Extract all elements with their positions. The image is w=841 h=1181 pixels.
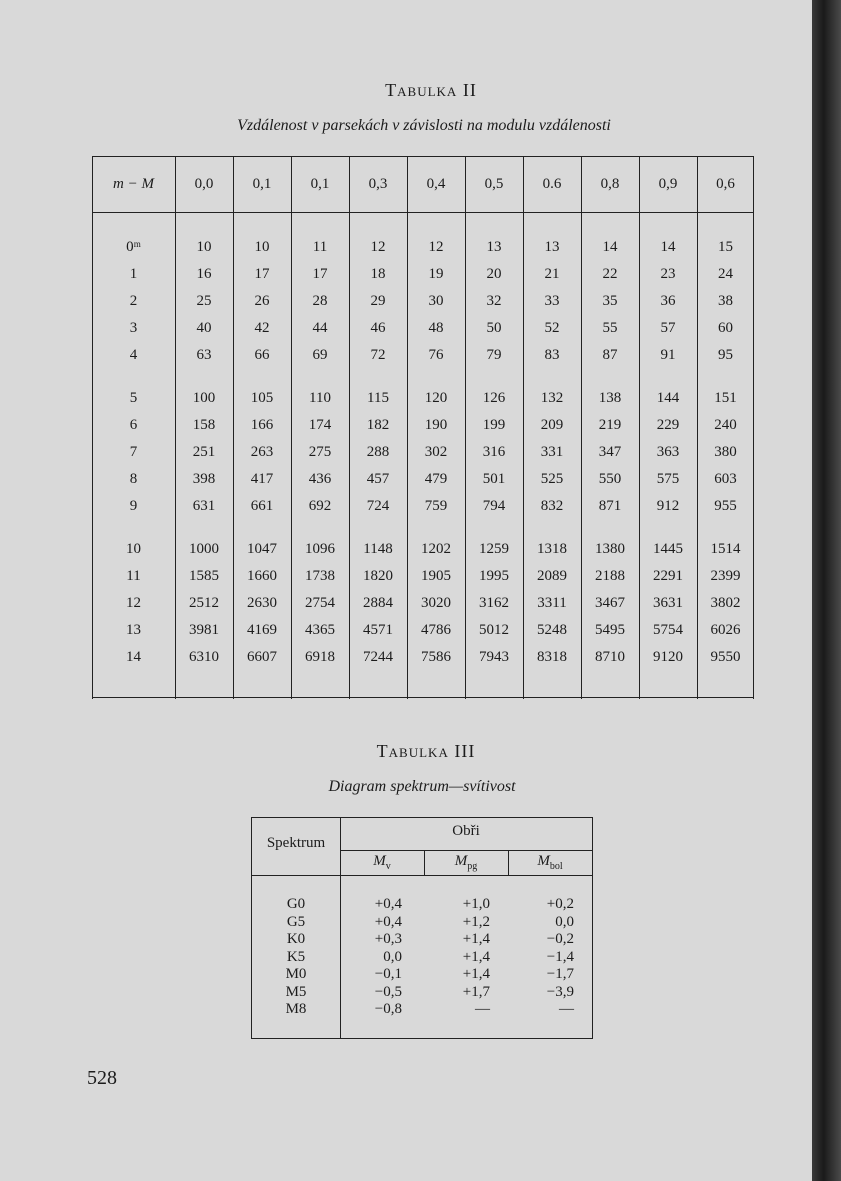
table2-cell: 525 xyxy=(540,471,564,487)
table2-cell: 1514 xyxy=(710,541,741,557)
table2-header-cell: 0,4 xyxy=(426,175,446,192)
table2-cell: 347 xyxy=(598,444,622,460)
table2-cell: 4169 xyxy=(247,622,277,638)
table2-cell: 8 xyxy=(129,471,138,487)
table2-cell: 240 xyxy=(714,417,737,433)
table3-title: Tabulka III xyxy=(376,741,476,761)
table3-cell-mpg: +1,2 xyxy=(462,913,490,930)
table2-cell: 1148 xyxy=(363,541,393,557)
table2-grid xyxy=(92,156,754,671)
table2-cell: 6310 xyxy=(189,649,219,665)
table2-cell: 144 xyxy=(656,390,680,406)
table2-row xyxy=(92,563,754,590)
table2-cell: 10 xyxy=(254,239,270,255)
table2-bottom-rule xyxy=(92,697,754,698)
table2-cell: 30 xyxy=(428,293,444,309)
table2-cell: 692 xyxy=(308,498,332,514)
table2-cell: 12 xyxy=(126,595,141,611)
table2-header-cell: 0,9 xyxy=(658,175,678,192)
table2-cell: 14 xyxy=(602,239,618,255)
table2-cell: 50 xyxy=(486,320,502,336)
table2-cell: 550 xyxy=(598,471,622,487)
table3-cell-mpg: +1,7 xyxy=(462,983,490,1000)
table2-cell: 2 xyxy=(129,293,138,309)
table2-cell: 52 xyxy=(544,320,560,336)
table2-cell: 398 xyxy=(192,471,216,487)
table2-cell: 9550 xyxy=(710,649,741,665)
table2-header-cell: 0,5 xyxy=(484,175,504,192)
table2-cell: 110 xyxy=(309,390,331,406)
table2-cell: 38 xyxy=(718,293,733,309)
table2-cell: 18 xyxy=(370,266,386,282)
table2-cell: 4 xyxy=(129,347,138,363)
table3-cell-mbol: 0,0 xyxy=(555,913,574,930)
table2-cell: 5 xyxy=(129,390,138,406)
table2-cell: 4365 xyxy=(305,622,335,638)
table2-header-cell: 0,3 xyxy=(368,175,388,192)
table2-cell: 3802 xyxy=(710,595,741,611)
table2-cell: 138 xyxy=(598,390,622,406)
table2-cell: 17 xyxy=(312,266,328,282)
table2-cell: 1380 xyxy=(595,541,625,557)
table3-header-rule xyxy=(252,875,592,876)
table3-cell-sp: K5 xyxy=(286,948,306,965)
table3-cell-sp: G5 xyxy=(286,913,306,930)
table2-cell: 166 xyxy=(250,417,274,433)
table2-cell: 380 xyxy=(714,444,737,460)
table2-cell: 9120 xyxy=(653,649,683,665)
table2-cell: 6 xyxy=(129,417,138,433)
table3-cell-mpg: — xyxy=(475,1001,490,1017)
table3-col-mbol: $M_{bol}$ xyxy=(537,853,563,872)
table2-cell: 2291 xyxy=(653,568,683,584)
table3-cell-sp: M5 xyxy=(285,983,307,1000)
table2-cell: 661 xyxy=(250,498,274,514)
table2-cell: 3981 xyxy=(189,622,219,638)
table3-row xyxy=(252,896,592,913)
table3-cell-mv: +0,4 xyxy=(374,913,402,930)
table2-subtitle: Vzdálenost v parsekách v závislosti na modulu vzdálenosti xyxy=(237,117,611,134)
table2-cell: 48 xyxy=(428,320,444,336)
table2-cell: 83 xyxy=(544,347,560,363)
table2-header-cell: 0,6 xyxy=(716,175,735,192)
table3-col-spectrum: Spektrum xyxy=(266,835,326,851)
table2-cell: 120 xyxy=(424,390,448,406)
table3 xyxy=(251,817,593,1039)
table2-cell: 457 xyxy=(366,471,390,487)
table2-cell: 1585 xyxy=(189,568,219,584)
table3-cell-sp: M0 xyxy=(285,966,307,982)
table2-cell: 2754 xyxy=(305,595,335,611)
table2-header-cell: 0.6 xyxy=(542,175,562,192)
table2-cell: 29 xyxy=(370,293,386,309)
table2-cell: 12 xyxy=(370,239,386,255)
table2-cell: 4786 xyxy=(421,622,451,638)
table3-cell-mv: −0,8 xyxy=(374,1001,402,1017)
table3-row xyxy=(252,966,592,983)
table2-cell: 190 xyxy=(424,417,448,433)
table2-cell: 5248 xyxy=(537,622,567,638)
table2-cell: 3467 xyxy=(595,595,625,611)
table2-cell: 76 xyxy=(428,347,444,363)
table2-cell: 25 xyxy=(196,293,212,309)
table3-row xyxy=(252,1001,592,1018)
table3-cell-mv: +0,4 xyxy=(374,896,402,912)
table3-cell-mv: −0,5 xyxy=(374,983,402,1000)
table2-row xyxy=(92,342,754,369)
table2-cell: 1259 xyxy=(479,541,509,557)
table2-header-row xyxy=(92,156,754,212)
table3-cell-mv: 0,0 xyxy=(383,948,402,965)
table2-cell: 209 xyxy=(540,417,564,433)
table2-title: Tabulka II xyxy=(385,80,477,100)
table2-cell: 16 xyxy=(196,266,212,282)
table2-cell: 1000 xyxy=(189,541,219,557)
table2-cell: 263 xyxy=(250,444,274,460)
table2-cell: 23 xyxy=(660,266,676,282)
page-number: 528 xyxy=(87,1067,117,1089)
table2-cell: 21 xyxy=(544,266,560,282)
table2-cell: 26 xyxy=(254,293,270,309)
table2-cell: 7244 xyxy=(363,649,393,665)
table2-cell: 95 xyxy=(718,347,733,363)
table2-cell: 794 xyxy=(482,498,506,514)
table2-cell: 182 xyxy=(366,417,390,433)
table2-cell: 1820 xyxy=(363,568,393,584)
table2-cell: 174 xyxy=(308,417,332,433)
table2-cell: 1318 xyxy=(537,541,567,557)
table2-cell: 13 xyxy=(486,239,502,255)
table2-cell: 1096 xyxy=(305,541,335,557)
table3-group-rule xyxy=(340,850,592,851)
table2-cell: 1905 xyxy=(421,568,451,584)
table2-cell: 912 xyxy=(656,498,680,514)
table3-row xyxy=(252,931,592,948)
table2-cell: 6607 xyxy=(247,649,277,665)
table2-cell: 363 xyxy=(656,444,680,460)
table2-row xyxy=(92,439,754,466)
table2-row xyxy=(92,493,754,520)
table3-cell-mbol: — xyxy=(559,1001,574,1017)
table3-col-giants: Obři xyxy=(452,823,480,839)
table2-cell: 2188 xyxy=(595,568,625,584)
table2-cell: 10 xyxy=(196,239,212,255)
table2-header-cell: 0,1 xyxy=(310,175,330,192)
table2-cell: 3020 xyxy=(421,595,451,611)
table2-cell: 42 xyxy=(254,320,270,336)
table2-cell: 11 xyxy=(312,239,328,255)
table2-cell: 955 xyxy=(714,498,737,514)
table2-row xyxy=(92,466,754,493)
table2-cell: 3162 xyxy=(479,595,509,611)
table2-cell: 4571 xyxy=(363,622,393,638)
table2-cell: 417 xyxy=(250,471,274,487)
book-spine xyxy=(812,0,841,1181)
table2-cell: 9 xyxy=(129,498,138,514)
table2-cell: 46 xyxy=(370,320,386,336)
table2-cell: 219 xyxy=(598,417,622,433)
table2-cell: 479 xyxy=(424,471,448,487)
table2-cell: 3 xyxy=(129,320,138,336)
table2-cell: 1202 xyxy=(421,541,451,557)
table2-cell: 2089 xyxy=(537,568,567,584)
table2-cell: 17 xyxy=(254,266,270,282)
table2-cell: 1047 xyxy=(247,541,277,557)
table2-row xyxy=(92,644,754,671)
table3-col-mv: $M_v$ xyxy=(373,853,391,872)
table2-cell: 0ᵐ xyxy=(126,239,141,255)
table3-cell-mpg: +1,0 xyxy=(462,896,490,912)
table2-cell: 13 xyxy=(126,622,141,638)
table3-cell-mv: +0,3 xyxy=(374,931,402,947)
table2-cell: 3631 xyxy=(653,595,683,611)
table2-cell: 40 xyxy=(196,320,212,336)
table3-cell-mbol: −1,4 xyxy=(546,948,574,965)
table2-cell: 35 xyxy=(602,293,618,309)
table2-cell: 5012 xyxy=(479,622,509,638)
table2-cell: 28 xyxy=(312,293,328,309)
table2-row xyxy=(92,412,754,439)
table3-row xyxy=(252,984,592,1001)
table3-cell-mpg: +1,4 xyxy=(462,966,490,982)
table2-cell: 2512 xyxy=(189,595,219,611)
table2-cell: 22 xyxy=(602,266,618,282)
table2-body xyxy=(92,212,754,671)
table2-row xyxy=(92,590,754,617)
table3-cell-sp: G0 xyxy=(286,896,306,912)
table2-row xyxy=(92,212,754,261)
table2-cell: 20 xyxy=(486,266,502,282)
table2-cell: 199 xyxy=(482,417,506,433)
table2-cell: 1738 xyxy=(305,568,335,584)
table2-cell: 2884 xyxy=(363,595,393,611)
table2-cell: 3311 xyxy=(537,595,567,611)
table2-cell: 10 xyxy=(126,541,141,557)
table2-cell: 91 xyxy=(660,347,676,363)
table2-cell: 24 xyxy=(718,266,733,282)
table2-header-cell: 0,0 xyxy=(194,175,214,192)
table2-cell: 79 xyxy=(486,347,502,363)
table2-cell: 87 xyxy=(602,347,618,363)
table2-header-cell: 0,8 xyxy=(600,175,620,192)
table2-row xyxy=(92,369,754,412)
table2-cell: 6918 xyxy=(305,649,335,665)
table2-cell: 7943 xyxy=(479,649,509,665)
table2-cell: 44 xyxy=(312,320,328,336)
table2-cell: 100 xyxy=(192,390,216,406)
table2-cell: 60 xyxy=(718,320,733,336)
table2-row xyxy=(92,288,754,315)
table2-cell: 8710 xyxy=(595,649,625,665)
table2-cell: 1995 xyxy=(479,568,509,584)
table3-cell-mbol: −1,7 xyxy=(546,966,574,982)
table2-header-cell: 0,1 xyxy=(252,175,272,192)
table2-cell: 871 xyxy=(598,498,622,514)
table2-cell: 69 xyxy=(312,347,328,363)
table2-cell: 302 xyxy=(424,444,448,460)
table2-cell: 724 xyxy=(366,498,390,514)
table3-cell-mpg: +1,4 xyxy=(462,931,490,947)
table2-cell: 19 xyxy=(428,266,444,282)
table2-cell: 11 xyxy=(126,568,141,584)
table3-cell-mbol: −3,9 xyxy=(546,983,574,1000)
table2-cell: 63 xyxy=(196,347,212,363)
table2 xyxy=(92,156,754,699)
table2-cell: 2399 xyxy=(710,568,741,584)
table2-cell: 57 xyxy=(660,320,676,336)
table2-cell: 251 xyxy=(192,444,216,460)
table2-row xyxy=(92,520,754,563)
table2-cell: 126 xyxy=(482,390,506,406)
table2-cell: 8318 xyxy=(537,649,567,665)
table2-cell: 158 xyxy=(192,417,216,433)
table2-cell: 36 xyxy=(660,293,676,309)
table2-cell: 316 xyxy=(482,444,506,460)
table2-cell: 115 xyxy=(367,390,389,406)
table2-cell: 66 xyxy=(254,347,270,363)
table2-cell: 32 xyxy=(486,293,502,309)
table2-cell: 12 xyxy=(428,239,444,255)
table2-cell: 105 xyxy=(250,390,274,406)
table2-cell: 15 xyxy=(718,239,733,255)
table3-cell-mv: −0,1 xyxy=(374,966,402,982)
table2-cell: 759 xyxy=(424,498,448,514)
table2-cell: 151 xyxy=(714,390,737,406)
table3-row xyxy=(252,949,592,966)
table3-cell-mbol: +0,2 xyxy=(546,896,574,912)
table3-cell-mpg: +1,4 xyxy=(462,948,490,965)
table2-cell: 501 xyxy=(482,471,506,487)
table2-cell: 132 xyxy=(540,390,564,406)
table2-cell: 2630 xyxy=(247,595,277,611)
table2-cell: 14 xyxy=(126,649,141,665)
table2-cell: 1660 xyxy=(247,568,277,584)
table2-cell: 575 xyxy=(656,471,680,487)
table2-cell: 1445 xyxy=(653,541,683,557)
table3-subtitle: Diagram spektrum—svítivost xyxy=(328,778,516,795)
table3-cell-mbol: −0,2 xyxy=(546,931,574,947)
table2-cell: 5495 xyxy=(595,622,625,638)
table2-header-cell: m − M xyxy=(113,175,154,192)
table2-cell: 331 xyxy=(540,444,564,460)
table2-cell: 55 xyxy=(602,320,618,336)
table2-cell: 631 xyxy=(192,498,216,514)
table2-cell: 436 xyxy=(308,471,332,487)
table3-cell-sp: K0 xyxy=(286,931,306,947)
table2-cell: 7 xyxy=(129,444,138,460)
table3-col-mpg: $M_{pg}$ xyxy=(454,853,478,872)
table2-cell: 1 xyxy=(129,266,138,282)
table2-cell: 6026 xyxy=(710,622,741,638)
table2-cell: 288 xyxy=(366,444,390,460)
table2-cell: 33 xyxy=(544,293,560,309)
table2-cell: 5754 xyxy=(653,622,683,638)
table3-cell-sp: M8 xyxy=(285,1001,307,1017)
table2-row xyxy=(92,261,754,288)
table2-row xyxy=(92,617,754,644)
table2-cell: 13 xyxy=(544,239,560,255)
table2-cell: 72 xyxy=(370,347,386,363)
table2-cell: 832 xyxy=(540,498,564,514)
table2-cell: 7586 xyxy=(421,649,451,665)
table3-row xyxy=(252,914,592,931)
table2-cell: 229 xyxy=(656,417,680,433)
table2-row xyxy=(92,315,754,342)
table2-cell: 14 xyxy=(660,239,676,255)
table2-cell: 603 xyxy=(714,471,737,487)
table2-cell: 275 xyxy=(308,444,332,460)
